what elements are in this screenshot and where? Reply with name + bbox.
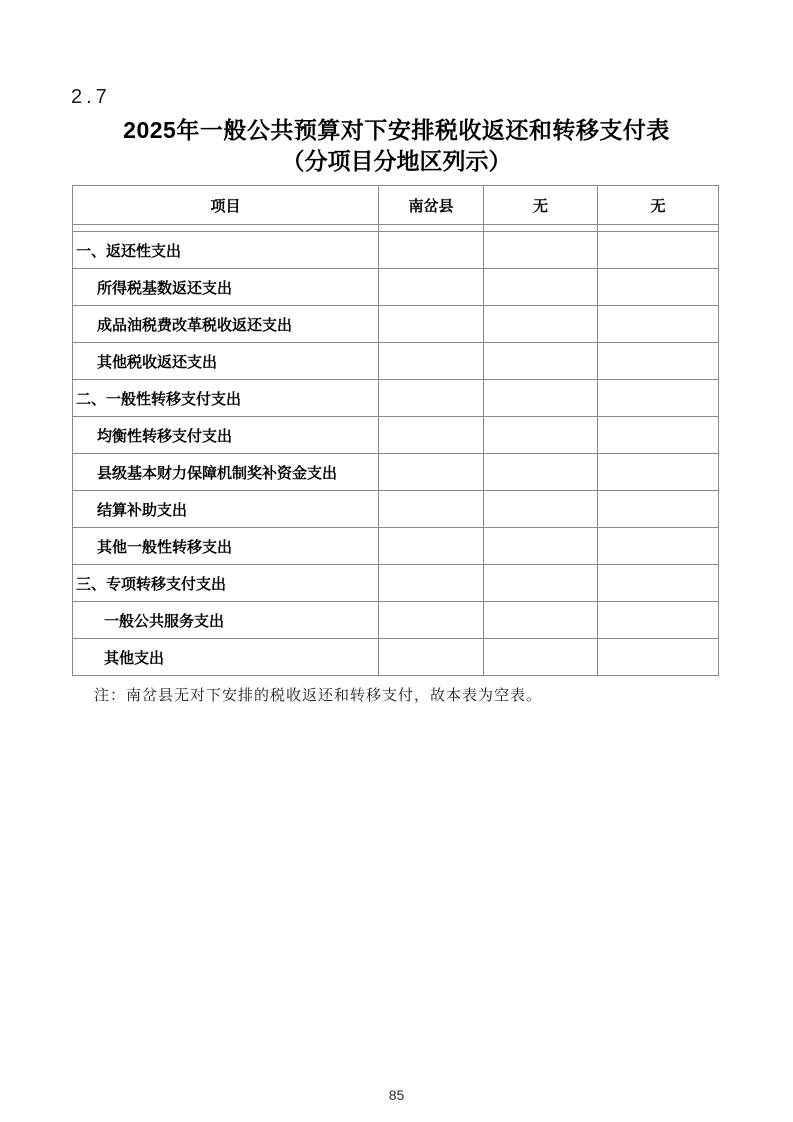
value-cell xyxy=(379,269,484,306)
value-cell xyxy=(379,306,484,343)
row-label-cell: 县级基本财力保障机制奖补资金支出 xyxy=(73,454,379,491)
table-row xyxy=(73,639,719,676)
value-cell xyxy=(484,343,598,380)
table-row xyxy=(73,232,719,269)
value-cell xyxy=(379,639,484,676)
spacer-row xyxy=(73,225,719,232)
value-cell xyxy=(598,306,719,343)
value-cell xyxy=(379,343,484,380)
column-header-region-2: 无 xyxy=(484,186,598,225)
table-row xyxy=(73,491,719,528)
page-subtitle: （分项目分地区列示） xyxy=(281,148,512,174)
row-label-cell: 其他税收返还支出 xyxy=(73,343,379,380)
value-cell xyxy=(598,528,719,565)
row-label-cell: 二、一般性转移支付支出 xyxy=(73,380,379,417)
value-cell xyxy=(379,602,484,639)
column-header-region-3: 无 xyxy=(598,186,719,225)
page-number: 85 xyxy=(388,1087,405,1103)
row-label-cell: 一、返还性支出 xyxy=(73,232,379,269)
value-cell xyxy=(598,639,719,676)
table-body xyxy=(73,232,719,676)
value-cell xyxy=(484,380,598,417)
value-cell xyxy=(484,528,598,565)
value-cell xyxy=(598,232,719,269)
row-label-cell: 均衡性转移支付支出 xyxy=(73,417,379,454)
page-title: 2025年一般公共预算对下安排税收返还和转移支付表 xyxy=(123,117,670,143)
table-row xyxy=(73,528,719,565)
value-cell xyxy=(484,269,598,306)
value-cell xyxy=(484,306,598,343)
value-cell xyxy=(484,491,598,528)
table-header-row xyxy=(73,186,719,225)
value-cell xyxy=(484,454,598,491)
value-cell xyxy=(598,269,719,306)
value-cell xyxy=(484,639,598,676)
row-label-cell: 结算补助支出 xyxy=(73,491,379,528)
row-label-cell: 其他支出 xyxy=(73,639,379,676)
value-cell xyxy=(598,417,719,454)
value-cell xyxy=(379,491,484,528)
row-label-cell: 所得税基数返还支出 xyxy=(73,269,379,306)
value-cell xyxy=(484,417,598,454)
value-cell xyxy=(379,380,484,417)
value-cell xyxy=(598,454,719,491)
row-label-cell: 其他一般性转移支出 xyxy=(73,528,379,565)
value-cell xyxy=(598,380,719,417)
row-label-cell: 三、专项转移支付支出 xyxy=(73,565,379,602)
value-cell xyxy=(379,565,484,602)
value-cell xyxy=(598,602,719,639)
value-cell xyxy=(484,602,598,639)
footnote: 注：南岔县无对下安排的税收返还和转移支付，故本表为空表。 xyxy=(94,688,543,704)
value-cell xyxy=(379,232,484,269)
value-cell xyxy=(598,491,719,528)
table-row xyxy=(73,454,719,491)
value-cell xyxy=(484,565,598,602)
value-cell xyxy=(379,528,484,565)
value-cell xyxy=(379,454,484,491)
value-cell xyxy=(484,232,598,269)
row-label-cell: 成品油税费改革税收返还支出 xyxy=(73,306,379,343)
table-row xyxy=(73,306,719,343)
column-header-item: 项目 xyxy=(73,186,379,225)
table-row xyxy=(73,269,719,306)
transfer-payment-table xyxy=(72,185,719,676)
value-cell xyxy=(379,417,484,454)
table-row xyxy=(73,417,719,454)
table-row xyxy=(73,343,719,380)
table-row xyxy=(73,380,719,417)
row-label-cell: 一般公共服务支出 xyxy=(73,602,379,639)
section-number: 2.7 xyxy=(71,86,111,108)
table-row xyxy=(73,602,719,639)
column-header-region-1: 南岔县 xyxy=(379,186,484,225)
table-row xyxy=(73,565,719,602)
value-cell xyxy=(598,343,719,380)
value-cell xyxy=(598,565,719,602)
